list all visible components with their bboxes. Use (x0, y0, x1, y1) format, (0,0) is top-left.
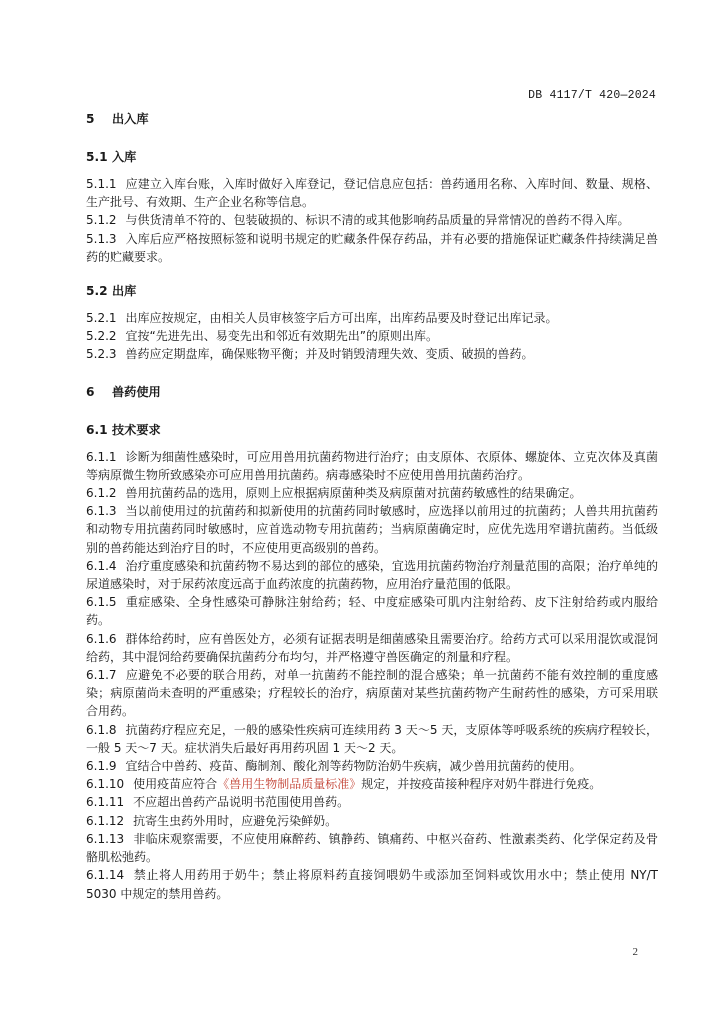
section-number: 6 (86, 384, 95, 399)
clause-number: 6.1.13 (86, 831, 125, 846)
clause-number: 5.2.1 (86, 311, 117, 326)
clause-text: 非临床观察需要，不应使用麻醉药、镇静药、镇痛药、中枢兴奋药、性激素类药、化学保定药及骨骼肌松弛药。 (86, 831, 658, 865)
clause-6-1-10 (86, 775, 658, 793)
clause-6-1-9 (86, 757, 658, 775)
subsection-title: 技术要求 (112, 422, 161, 437)
clause-number: 6.1.3 (86, 504, 117, 519)
clause-number: 6.1.11 (86, 795, 125, 810)
clause-number: 6.1.1 (86, 449, 117, 464)
clause-number: 6.1.8 (86, 722, 117, 737)
clause-number: 6.1.14 (86, 868, 125, 883)
clause-5-2-2 (86, 327, 658, 345)
clause-text: 宜结合中兽药、疫苗、酶制剂、酸化剂等药物防治奶牛疾病，减少兽用抗菌药的使用。 (125, 759, 582, 774)
clause-number: 5.2.2 (86, 329, 117, 344)
clause-6-1-3 (86, 502, 658, 557)
section-title: 出入库 (112, 112, 149, 126)
clause-text: 入库后应严格按照标签和说明书规定的贮藏条件保存药品，并有必要的措施保证贮藏条件持续满足兽药的贮藏要求。 (86, 231, 658, 264)
clause-text: 使用疫苗应符合 (133, 777, 218, 792)
clause-6-1-13 (86, 830, 658, 866)
clause-6-1-14 (86, 866, 658, 902)
clause-6-1-4 (86, 557, 658, 593)
clause-text: 诊断为细菌性感染时，可应用兽用抗菌药物进行治疗；由支原体、衣原体、螺旋体、立克次体及真菌等病原微生物所致感染亦可应用兽用抗菌药。病毒感染时不应使用兽用抗菌药治疗。 (86, 449, 658, 482)
clause-text: 禁止将人用药用于奶牛；禁止将原料药直接饲喂奶牛或添加至饲料或饮用水中；禁止使用 NY/T 5030 中规定的禁用兽药。 (86, 868, 658, 901)
clause-6-1-8 (86, 721, 658, 757)
clause-number: 6.1.12 (86, 813, 125, 828)
clause-number: 6.1.9 (86, 759, 117, 774)
subsection-title: 入库 (112, 150, 137, 164)
subsection-5-2-heading (86, 282, 658, 299)
clause-text: 规定，并按疫苗接种程序对奶牛群进行免疫。 (361, 777, 602, 792)
clause-6-1-12 (86, 812, 658, 830)
section-title: 兽药使用 (112, 384, 161, 399)
clause-6-1-6 (86, 630, 658, 666)
section-6-heading (86, 383, 658, 400)
clause-text: 兽药应定期盘库，确保账物平衡；并及时销毁清理失效、变质、破损的兽药。 (125, 347, 534, 362)
clause-text: 与供货清单不符的、包装破损的、标识不清的或其他影响药品质量的异常情况的兽药不得入库。 (125, 213, 630, 228)
page-number: 2 (632, 946, 638, 958)
clause-number: 6.1.6 (86, 631, 117, 646)
clause-5-2-3 (86, 345, 658, 363)
document-body (86, 110, 658, 903)
clause-number: 6.1.5 (86, 595, 117, 610)
clause-5-2-1 (86, 309, 658, 327)
clause-text: 应建立入库台账，入库时做好入库登记，登记信息应包括：兽药通用名称、入库时间、数量、规格、生产批号、有效期、生产企业名称等信息。 (86, 177, 658, 210)
clause-6-1-11 (86, 793, 658, 811)
clause-text: 当以前使用过的抗菌药和拟新使用的抗菌药同时敏感时，应选择以前用过的抗菌药；人兽共用抗菌药和动物专用抗菌药同时敏感时，应首选动物专用抗菌药；当病原菌确定时，应优先选用窄谱抗菌药。当低级别的兽药能达到治疗目的时，不应使用更高级别的兽药。 (86, 504, 658, 555)
subsection-number: 5.2 (86, 284, 108, 299)
clause-number: 6.1.7 (86, 668, 117, 683)
clause-6-1-2 (86, 484, 658, 502)
subsection-6-1-heading (86, 421, 658, 438)
subsection-title: 出库 (112, 284, 137, 299)
clause-6-1-1 (86, 448, 658, 484)
clause-number: 6.1.2 (86, 486, 117, 501)
subsection-5-1-heading (86, 148, 658, 165)
section-5-heading (86, 110, 658, 127)
clause-number: 5.1.3 (86, 231, 117, 246)
subsection-number: 6.1 (86, 422, 108, 437)
document-code: DB 4117/T 420—2024 (528, 89, 656, 102)
clause-text: 兽用抗菌药品的选用，原则上应根据病原菌种类及病原菌对抗菌药敏感性的结果确定。 (125, 486, 582, 501)
clause-5-1-3 (86, 230, 658, 266)
clause-number: 6.1.10 (86, 777, 125, 792)
clause-number: 5.1.1 (86, 177, 117, 191)
clause-5-1-1 (86, 175, 658, 211)
clause-number: 5.1.2 (86, 213, 117, 228)
clause-number: 5.2.3 (86, 347, 117, 362)
clause-text: 不应超出兽药产品说明书范围使用兽药。 (133, 795, 350, 810)
clause-text: 出库应按规定，由相关人员审核签字后方可出库，出库药品要及时登记出库记录。 (125, 311, 558, 326)
clause-text: 群体给药时，应有兽医处方，必须有证据表明是细菌感染且需要治疗。给药方式可以采用混饮或混饲给药，其中混饲给药要确保抗菌药分布均匀，并严格遵守兽医确定的剂量和疗程。 (86, 631, 658, 664)
clause-text: 重症感染、全身性感染可静脉注射给药；轻、中度症感染可肌内注射给药、皮下注射给药或内服给药。 (86, 595, 658, 628)
clause-5-1-2 (86, 211, 658, 229)
clause-text: 抗寄生虫药外用时，应避免污染鲜奶。 (133, 813, 338, 828)
clause-number: 6.1.4 (86, 558, 117, 573)
clause-6-1-5 (86, 593, 658, 629)
clause-text: 治疗重度感染和抗菌药物不易达到的部位的感染，宜选用抗菌药物治疗剂量范围的高限；治疗单纯的尿道感染时，对于尿药浓度远高于血药浓度的抗菌药物，应用治疗量范围的低限。 (86, 558, 658, 592)
section-number: 5 (86, 112, 95, 126)
standard-reference-link[interactable]: 《兽用生物制品质量标准》 (217, 777, 362, 792)
clause-text: 宜按“先进先出、易变先出和邻近有效期先出”的原则出库。 (125, 329, 438, 344)
clause-text: 抗菌药疗程应充足，一般的感染性疾病可连续用药 3 天～5 天，支原体等呼吸系统的疾病疗程较长，一般 5 天～7 天。症状消失后最好再用药巩固 1 天～2 天。 (86, 722, 658, 755)
clause-text: 应避免不必要的联合用药，对单一抗菌药不能控制的混合感染；单一抗菌药不能有效控制的重度感染；病原菌尚未查明的严重感染；疗程较长的治疗，病原菌对某些抗菌药物产生耐药性的感染，方可采用联合用药。 (86, 668, 658, 719)
subsection-number: 5.1 (86, 150, 108, 164)
clause-6-1-7 (86, 666, 658, 721)
